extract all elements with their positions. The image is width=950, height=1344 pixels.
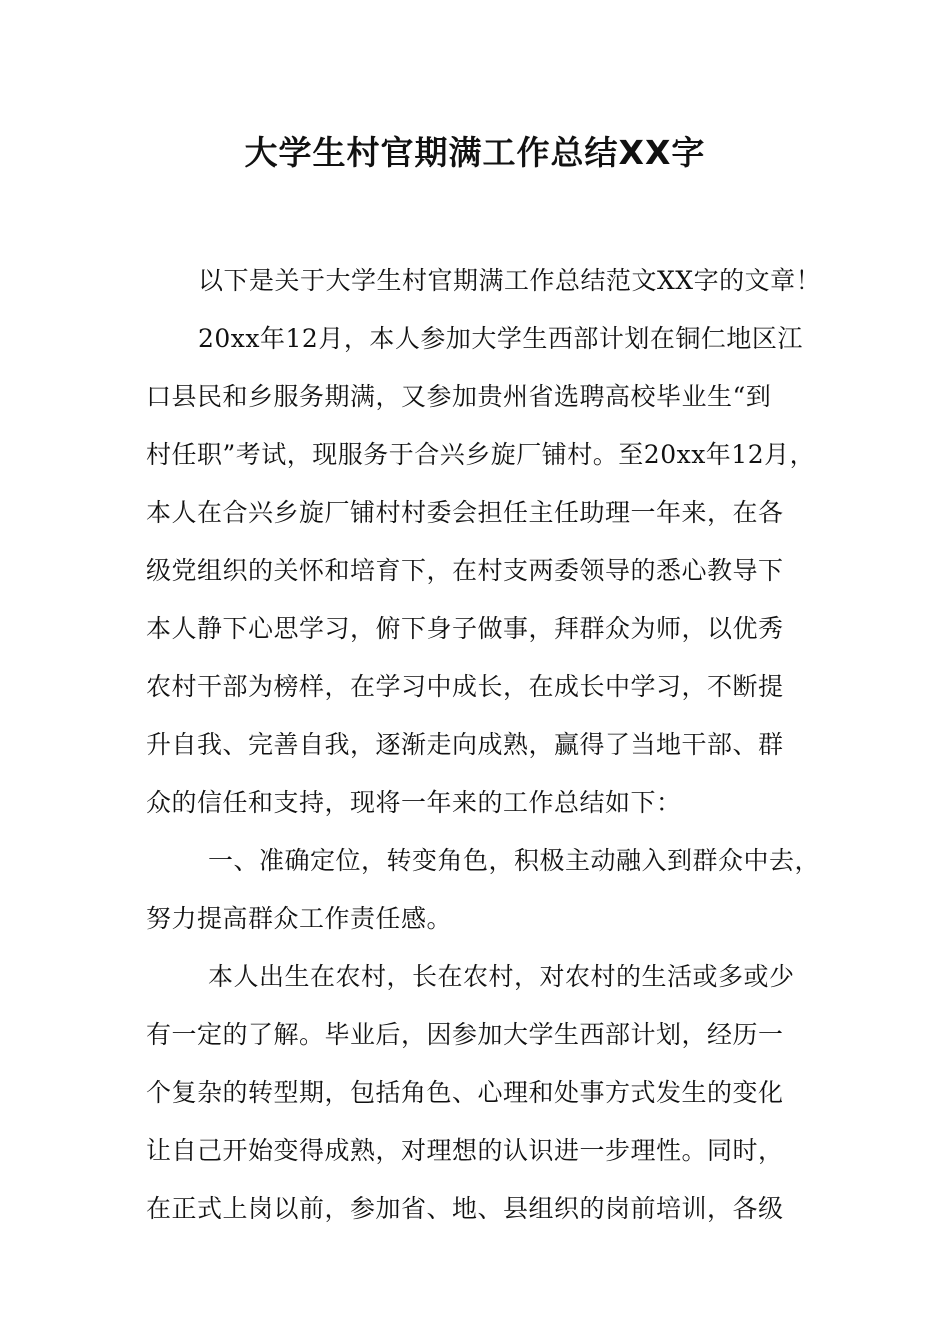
paragraph-line: 农村干部为榜样，在学习中成长，在成长中学习，不断提 xyxy=(146,672,784,701)
paragraph-line: 有一定的了解。毕业后，因参加大学生西部计划，经历一 xyxy=(146,1020,784,1049)
section-heading-line: 一、准确定位，转变角色，积极主动融入到群众中去， xyxy=(208,846,821,875)
paragraph-line: 个复杂的转型期，包括角色、心理和处事方式发生的变化 xyxy=(146,1078,784,1107)
section-heading-line: 努力提高群众工作责任感。 xyxy=(146,904,453,933)
paragraph-line: 众的信任和支持，现将一年来的工作总结如下： xyxy=(146,788,682,817)
document-body xyxy=(146,258,826,1244)
paragraph-line: 在正式上岗以前，参加省、地、县组织的岗前培训，各级 xyxy=(146,1194,784,1223)
intro-line: 以下是关于大学生村官期满工作总结范文XX字的文章！ xyxy=(198,266,822,295)
paragraph-line: 口县民和乡服务期满，又参加贵州省选聘高校毕业生“到 xyxy=(146,382,772,411)
paragraph-line: 村任职”考试，现服务于合兴乡旋厂铺村。至20xx年12月， xyxy=(146,440,816,469)
paragraph-line: 升自我、完善自我，逐渐走向成熟，赢得了当地干部、群 xyxy=(146,730,784,759)
paragraph-line: 让自己开始变得成熟，对理想的认识进一步理性。同时， xyxy=(146,1136,784,1165)
paragraph-line: 本人出生在农村，长在农村，对农村的生活或多或少 xyxy=(208,962,795,991)
document-title: 大学生村官期满工作总结XX字 xyxy=(244,133,706,172)
paragraph-line: 级党组织的关怀和培育下，在村支两委领导的悉心教导下 xyxy=(146,556,784,585)
paragraph-line: 本人在合兴乡旋厂铺村村委会担任主任助理一年来，在各 xyxy=(146,498,784,527)
paragraph-line: 本人静下心思学习，俯下身子做事，拜群众为师，以优秀 xyxy=(146,614,784,643)
paragraph-line: 20xx年12月，本人参加大学生西部计划在铜仁地区江 xyxy=(198,324,803,353)
